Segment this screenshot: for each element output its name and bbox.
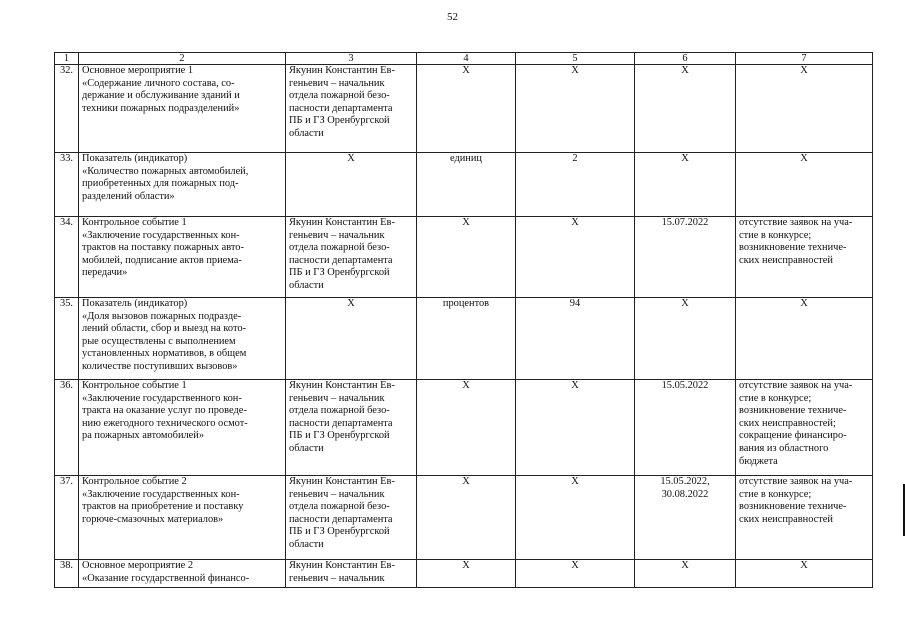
responsible-person: Якунин Константин Ев- геньевич – начальник отдела пожарной безо- пасности департамента ПБ и ГЗ Оренбургской области <box>286 217 417 298</box>
completion-date: 15.07.2022 <box>635 217 736 298</box>
row-number: 35. <box>55 298 79 380</box>
column-number: 5 <box>516 53 635 65</box>
table-row <box>55 298 873 380</box>
responsible-person: Якунин Константин Ев- геньевич – начальник отдела пожарной безо- пасности департамента ПБ и ГЗ Оренбургской области <box>286 65 417 153</box>
activity-name: Показатель (индикатор) «Доля вызовов пожарных подразде- лений области, сбор и выезд на кото- рые осуществлены с выполнением установленных нормативов, в общем количестве поступивших вызовов» <box>79 298 286 380</box>
responsible-person: Х <box>286 298 417 380</box>
indicator-value: Х <box>516 560 635 588</box>
completion-date: 15.05.2022, 30.08.2022 <box>635 476 736 560</box>
unit-of-measure: единиц <box>417 153 516 217</box>
unit-of-measure: Х <box>417 560 516 588</box>
plan-table <box>54 52 873 588</box>
row-number: 34. <box>55 217 79 298</box>
row-number: 37. <box>55 476 79 560</box>
unit-of-measure: процентов <box>417 298 516 380</box>
completion-date: Х <box>635 560 736 588</box>
completion-date: 15.05.2022 <box>635 380 736 476</box>
risk-description: Х <box>736 153 873 217</box>
page-number: 52 <box>447 11 458 23</box>
table-row <box>55 217 873 298</box>
completion-date: Х <box>635 153 736 217</box>
risk-description: Х <box>736 560 873 588</box>
risk-description: отсутствие заявок на уча- стие в конкурсе; возникновение техниче- ских неисправностей; сокращение финансиро- вания из областного бюджета <box>736 380 873 476</box>
risk-description: отсутствие заявок на уча- стие в конкурсе; возникновение техниче- ских неисправностей <box>736 217 873 298</box>
row-number: 33. <box>55 153 79 217</box>
column-number: 6 <box>635 53 736 65</box>
completion-date: Х <box>635 298 736 380</box>
activity-name: Контрольное событие 2 «Заключение государственных кон- трактов на приобретение и поставку горюче-смазочных материалов» <box>79 476 286 560</box>
row-number: 36. <box>55 380 79 476</box>
activity-name: Основное мероприятие 2 «Оказание государственной финансо- <box>79 560 286 588</box>
risk-description: отсутствие заявок на уча- стие в конкурсе; возникновение техниче- ских неисправностей <box>736 476 873 560</box>
column-number: 7 <box>736 53 873 65</box>
unit-of-measure: Х <box>417 380 516 476</box>
responsible-person: Якунин Константин Ев- геньевич – начальник отдела пожарной безо- пасности департамента ПБ и ГЗ Оренбургской области <box>286 380 417 476</box>
responsible-person: Якунин Константин Ев- геньевич – начальник отдела пожарной безо- пасности департамента ПБ и ГЗ Оренбургской области <box>286 476 417 560</box>
indicator-value: Х <box>516 217 635 298</box>
table-row <box>55 476 873 560</box>
activity-name: Основное мероприятие 1 «Содержание личного состава, со- держание и обслуживание зданий и техники пожарных подразделений» <box>79 65 286 153</box>
column-number-row <box>55 53 873 65</box>
unit-of-measure: Х <box>417 217 516 298</box>
indicator-value: Х <box>516 476 635 560</box>
responsible-person: Якунин Константин Ев- геньевич – начальник <box>286 560 417 588</box>
column-number: 2 <box>79 53 286 65</box>
column-number: 3 <box>286 53 417 65</box>
table-row <box>55 65 873 153</box>
column-number: 1 <box>55 53 79 65</box>
table-row <box>55 560 873 588</box>
responsible-person: Х <box>286 153 417 217</box>
activity-name: Контрольное событие 1 «Заключение государственных кон- трактов на поставку пожарных авто- мобилей, подписание актов приема- передачи» <box>79 217 286 298</box>
activity-name: Показатель (индикатор) «Количество пожарных автомобилей, приобретенных для пожарных под- разделений области» <box>79 153 286 217</box>
column-number: 4 <box>417 53 516 65</box>
activity-name: Контрольное событие 1 «Заключение государственного кон- тракта на оказание услуг по проведе- нию ежегодного технического осмот- ра пожарных автомобилей» <box>79 380 286 476</box>
table-row <box>55 380 873 476</box>
unit-of-measure: Х <box>417 476 516 560</box>
unit-of-measure: Х <box>417 65 516 153</box>
completion-date: Х <box>635 65 736 153</box>
risk-description: Х <box>736 65 873 153</box>
row-number: 32. <box>55 65 79 153</box>
risk-description: Х <box>736 298 873 380</box>
indicator-value: Х <box>516 65 635 153</box>
table-row <box>55 153 873 217</box>
row-number: 38. <box>55 560 79 588</box>
indicator-value: 2 <box>516 153 635 217</box>
indicator-value: Х <box>516 380 635 476</box>
indicator-value: 94 <box>516 298 635 380</box>
